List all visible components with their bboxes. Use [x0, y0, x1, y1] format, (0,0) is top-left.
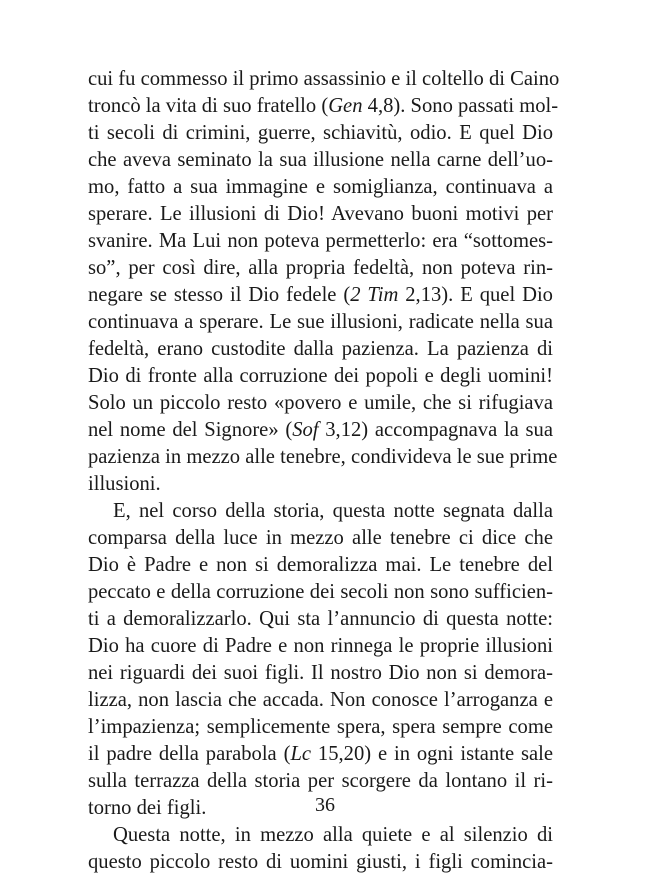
- text-line: sulla terrazza della storia per scorgere da lontano il ri-: [88, 770, 553, 792]
- text-line: E, nel corso della storia, questa notte segnata dalla: [113, 500, 553, 522]
- body-text: [88, 66, 560, 876]
- text-line: troncò la vita di suo fratello (Gen 4,8). Sono passati mol-: [88, 95, 559, 117]
- text-line: nei riguardi dei suoi figli. Il nostro Dio non si demora-: [88, 662, 553, 684]
- text-line: torno dei figli.: [88, 797, 207, 819]
- text-line: pazienza in mezzo alle tenebre, condivideva le sue prime: [88, 446, 558, 468]
- text-line: svanire. Ma Lui non poteva permetterlo: era “sottomes-: [88, 230, 553, 252]
- text-line: cui fu commesso il primo assassinio e il coltello di Caino: [88, 68, 560, 90]
- text-line: peccato e della corruzione dei secoli non sono sufficien-: [88, 581, 553, 603]
- text-line: Dio ha cuore di Padre e non rinnega le proprie illusioni: [88, 635, 553, 657]
- text-line: illusioni.: [88, 473, 161, 495]
- text-line: questo piccolo resto di uomini giusti, i figli comincia-: [88, 851, 553, 873]
- text-line: fedeltà, erano custodite dalla pazienza. La pazienza di: [88, 338, 553, 360]
- text-line: Dio è Padre e non si demoralizza mai. Le tenebre del: [88, 554, 553, 576]
- text-line: Dio di fronte alla corruzione dei popoli e degli uomini!: [88, 365, 553, 387]
- text-line: comparsa della luce in mezzo alle tenebre ci dice che: [88, 527, 553, 549]
- text-line: lizza, non lascia che accada. Non conosce l’arroganza e: [88, 689, 553, 711]
- text-line: l’impazienza; semplicemente spera, spera sempre come: [88, 716, 553, 738]
- text-line: il padre della parabola (Lc 15,20) e in ogni istante sale: [88, 743, 553, 765]
- text-line: ti a demoralizzarlo. Qui sta l’annuncio di questa notte:: [88, 608, 553, 630]
- text-line: Questa notte, in mezzo alla quiete e al silenzio di: [113, 824, 553, 846]
- text-line: che aveva seminato la sua illusione nella carne dell’uo-: [88, 149, 553, 171]
- text-line: Solo un piccolo resto «povero e umile, che si rifugiava: [88, 392, 553, 414]
- text-line: nel nome del Signore» (Sof 3,12) accompagnava la sua: [88, 419, 553, 441]
- text-line: sperare. Le illusioni di Dio! Avevano buoni motivi per: [88, 203, 553, 225]
- text-line: continuava a sperare. Le sue illusioni, radicate nella sua: [88, 311, 553, 333]
- text-line: ti secoli di crimini, guerre, schiavitù, odio. E quel Dio: [88, 122, 553, 144]
- text-line: so”, per così dire, alla propria fedeltà, non poteva rin-: [88, 257, 553, 279]
- text-line: mo, fatto a sua immagine e somiglianza, continuava a: [88, 176, 553, 198]
- text-line: negare se stesso il Dio fedele (2 Tim 2,13). E quel Dio: [88, 284, 553, 306]
- page-number: 36: [315, 794, 335, 816]
